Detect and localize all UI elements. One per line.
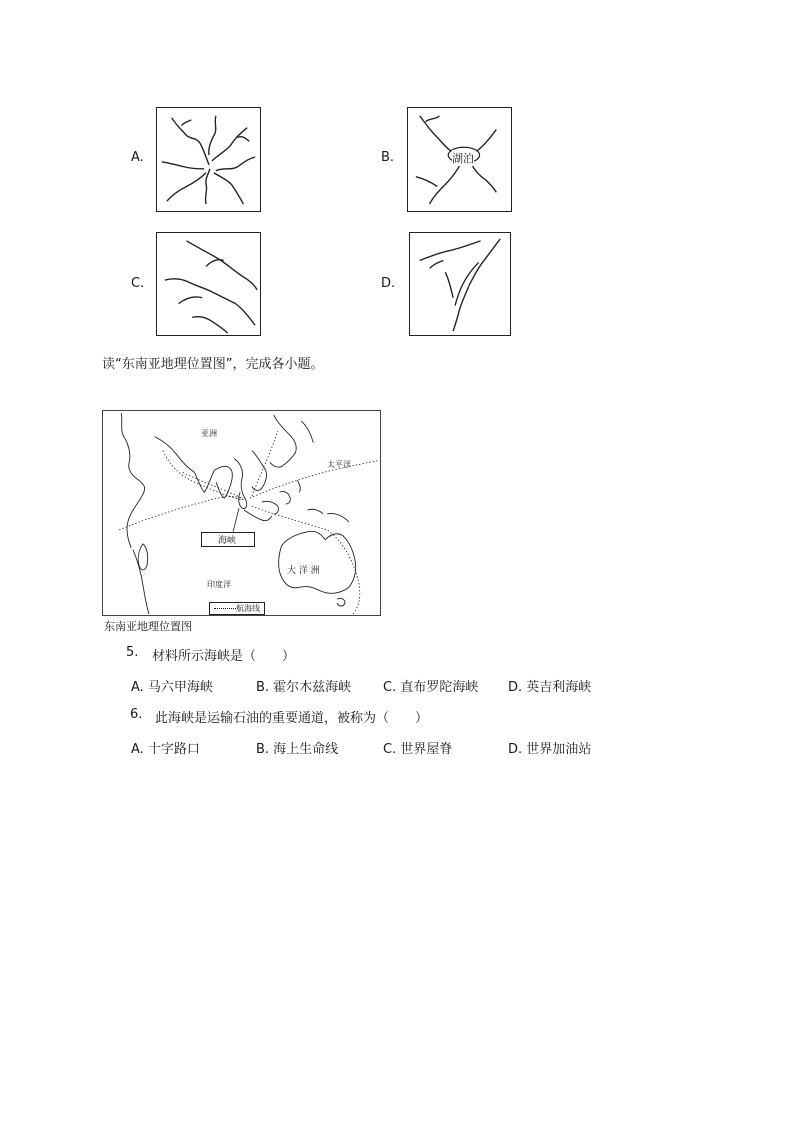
lake-label: 湖泊 xyxy=(452,152,474,165)
q6-option-d[interactable]: D. 世界加油站 xyxy=(508,742,592,757)
q5-option-d[interactable]: D. 英吉利海峡 xyxy=(508,680,592,695)
map-label-strait: 海峡 xyxy=(201,532,255,547)
map-label-asia: 亚洲 xyxy=(201,429,217,438)
q5-option-b[interactable]: B. 霍尔木兹海峡 xyxy=(256,680,352,695)
q6-option-b[interactable]: B. 海上生命线 xyxy=(256,742,339,757)
river-diagram-a xyxy=(156,107,261,212)
river-diagram-d xyxy=(409,232,511,336)
q6-stem: 此海峡是运输石油的重要通道，被称为（ ） xyxy=(155,711,429,726)
option-letter-c: C. xyxy=(131,276,145,291)
map-caption: 东南亚地理位置图 xyxy=(104,620,192,633)
q6-option-c[interactable]: C. 世界屋脊 xyxy=(383,742,453,757)
q6-option-a[interactable]: A. 十字路口 xyxy=(131,742,200,757)
southeast-asia-map xyxy=(102,410,381,616)
intro-text: 读“东南亚地理位置图”，完成各小题。 xyxy=(102,357,324,372)
map-legend xyxy=(209,602,265,615)
river-diagram-b xyxy=(407,107,512,212)
q6-number: 6. xyxy=(130,707,143,722)
legend-label: 航海线 xyxy=(236,604,260,613)
map-label-oceania: 大 洋 洲 xyxy=(287,566,320,576)
q5-number: 5. xyxy=(126,645,139,660)
q5-stem: 材料所示海峡是（ ） xyxy=(152,649,296,664)
q5-option-a[interactable]: A. 马六甲海峡 xyxy=(131,680,213,695)
map-label-indian-ocean: 印度洋 xyxy=(207,580,231,589)
q5-option-c[interactable]: C. 直布罗陀海峡 xyxy=(383,680,479,695)
river-diagram-c xyxy=(156,232,261,336)
option-letter-b: B. xyxy=(381,150,395,165)
option-letter-a: A. xyxy=(131,150,144,165)
option-letter-d: D. xyxy=(381,276,396,291)
map-label-pacific: 太平洋 xyxy=(327,460,351,469)
legend-shipping-line-swatch xyxy=(214,608,236,609)
